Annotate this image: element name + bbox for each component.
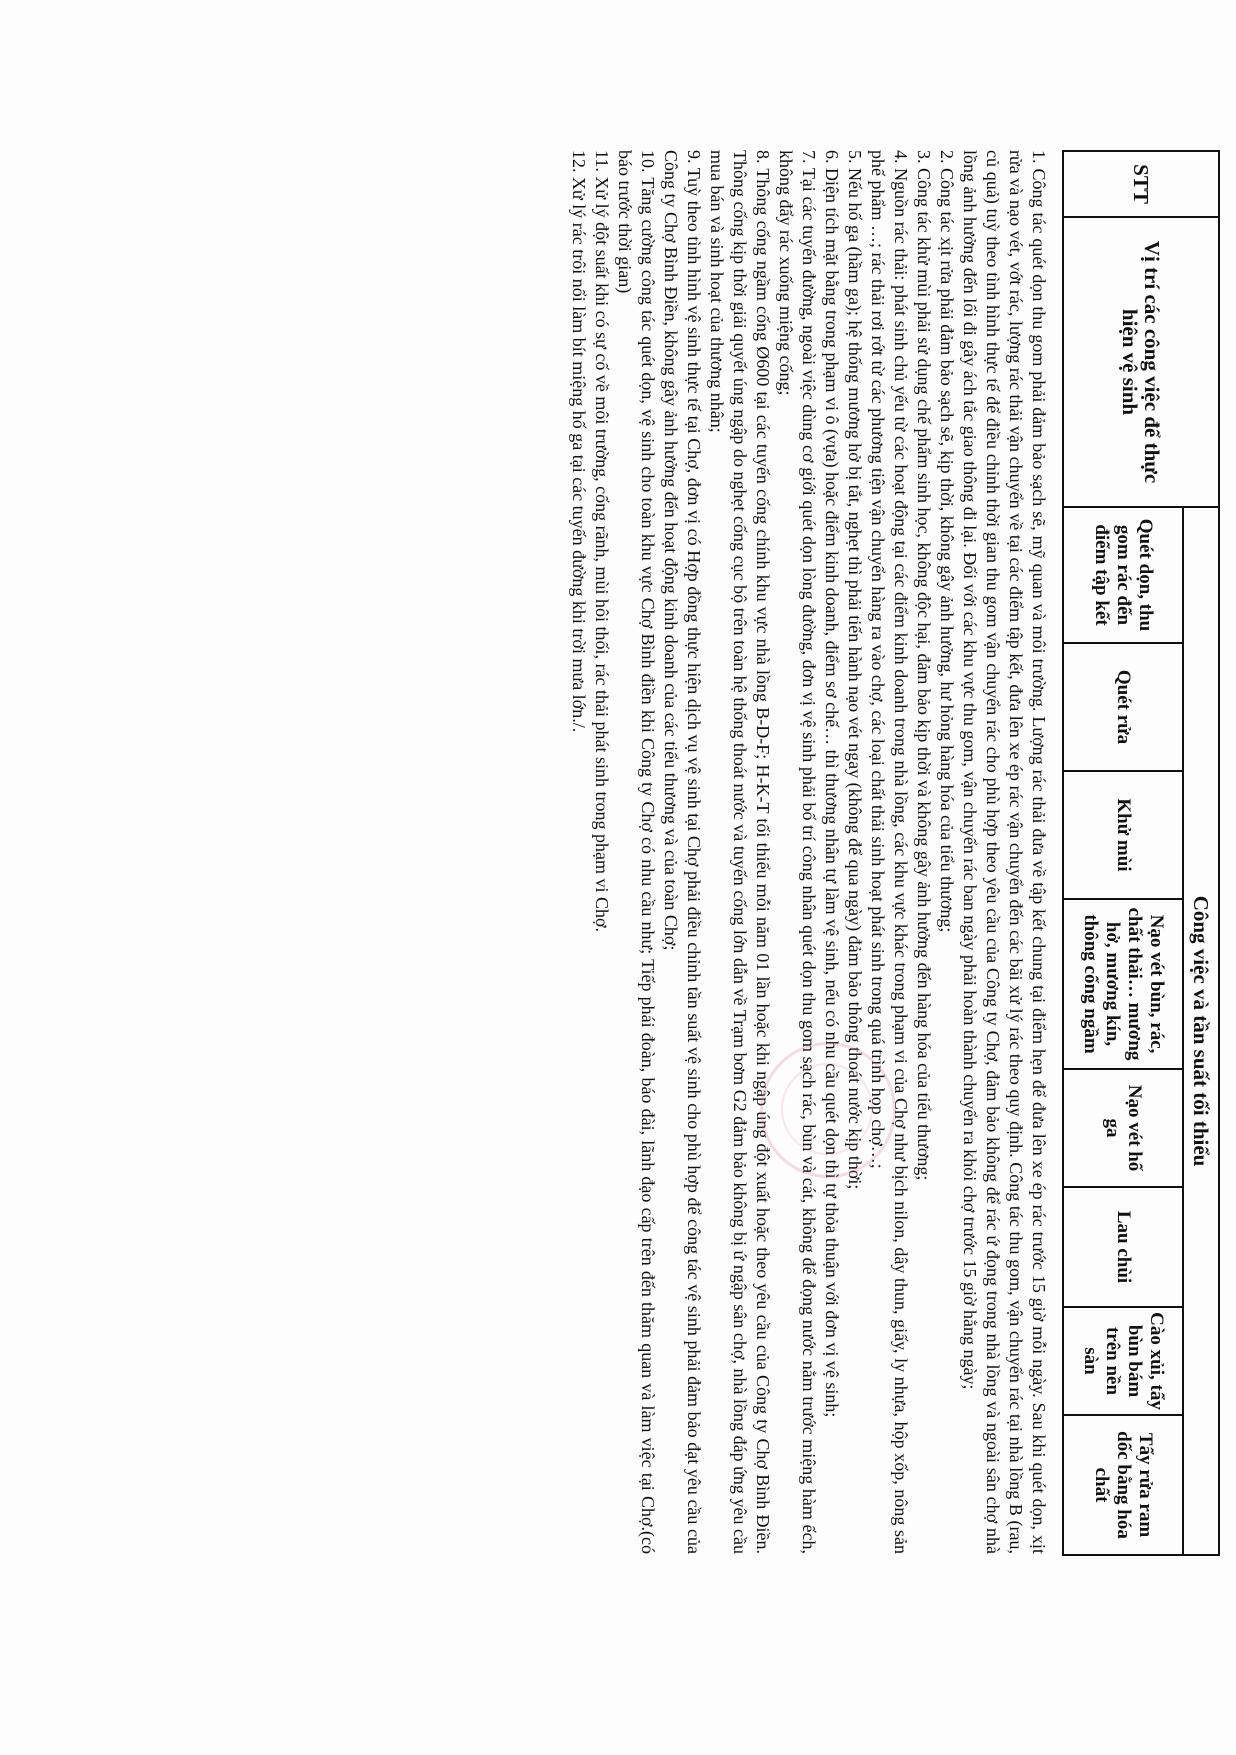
header-stt: STT [1063,151,1219,217]
document-body [567,150,1220,1590]
faint-seal-stamp [760,1042,896,1178]
note-5: 5. Nếu hố ga (hầm ga); hệ thống mương hở bị tắt, nghẹt thì phải tiến hành nạo vét ngay (không để qua ngày) đảm bảo thông thoát nước kịp thời; [845,150,865,1190]
frequency-table [1062,150,1220,1556]
note-9: 9. Tuỳ theo tình hình vệ sinh thực tế tại Chợ, đơn vị có Hợp đồng thực hiện dịch vụ vệ sinh tại Chợ phải điều chỉnh tần suất vệ sinh cho phù hợp để công tác vệ sinh phải đảm bảo đạt yêu cầu của Công ty Chợ Bình Điền, không gây ảnh hưởng đến hoạt động kinh doanh của các tiểu thương và của toàn Chợ; [661,150,704,1554]
note-1: 1. Công tác quét dọn thu gom phải đảm bảo sạch sẽ, mỹ quan và môi trường. Lượng rác thải đưa về tập kết chung tại điểm hẹn để đưa lên xe ép rác trước 15 giờ mỗi ngày. Sau khi quét dọn, xịt rửa và nạo vét, vớt rác, lượng rác thải vận chuyển về tại các điểm tập kết, đưa lên xe ép rác vận chuyển đến các bãi xử lý rác theo quy định. Công tác thu gom, vận chuyển rác tại nhà lồng B (rau, củ quả) tuỳ theo tình hình thực tế để điều chỉnh thời gian thu gom vận chuyển rác cho phù hợp theo yêu cầu của Công ty Chợ, đảm bảo không để rác ứ đọng trong nhà lồng và ngoài sân chợ nhà lồng ảnh hưởng đến lối đi gây ách tắc giao thông đi lại. Đối với các khu vực thu gom, vận chuyển rác ban ngày phải hoàn thành chuyển ra khỏi chợ trước 15 giờ hằng ngày; [960,150,1049,1554]
header-wash: Quét rửa [1063,643,1183,771]
header-wipe: Lau chùi [1063,1187,1183,1307]
note-4: 4. Nguồn rác thải: phát sinh chủ yếu từ các hoạt động tại các điểm kinh doanh trong nhà lồng, các khu vực khác trong phạm vi của Chợ như bịch nilon, dây thun, giấy, ly nhựa, hộp xốp, nông sản phế phẩm …; rác thải rơi rớt từ các phương tiện vận chuyển hàng ra vào chợ, các loại chất thải sinh hoạt phát sinh trong quá trình họp chợ…; [868,150,911,1554]
header-chemical-wash: Tẩy rửa ram dốc bằng hóa chất [1063,1415,1183,1555]
note-7: 7. Tại các tuyến đường, ngoài việc dùng cơ giới quét dọn lòng đường, đơn vị vệ sinh phải bố trí công nhân quét dọn thu gom sạch rác, bùn và cát, không để đọng nước nằm trước miệng hàm ếch, không đẩy rác xuống miệng cống; [776,150,819,1554]
header-scrape: Cào xủi, tẩy bùn bám trên nền sàn [1063,1307,1183,1415]
note-8: 8. Thông cống ngầm cống Ø600 tại các tuyến cống chính khu vực nhà lồng B-D-F; H-K-T tối thiểu mỗi năm 01 lần hoặc khi ngập úng đột xuất hoặc theo yêu cầu của Công ty Chợ Bình Điền. Thông cống kịp thời giải quyết úng ngập do nghẹt cống cục bộ trên toàn hệ thống thoát nước và tuyến cống lớn dẫn về Trạm bơm G2 đảm bảo không bị ứ ngập sân chợ, nhà lồng đáp ứng yêu cầu mua bán và sinh hoạt của thương nhân; [707,150,773,1554]
header-dredge-manhole: Nạo vét hố ga [1063,1069,1183,1187]
header-sweep: Quét dọn, thu gom rác đến điểm tập kết [1063,507,1183,643]
notes-list [567,150,1050,1554]
note-12: 12. Xử lý rác trôi nổi làm bít miệng hố ga tại các tuyến đường khi trời mưa lớn./. [569,150,589,733]
header-dredge-ditch: Nạo vét bùn, rác, chất thải… mương hở, mương kín, thông cống ngầm [1063,899,1183,1069]
note-10: 10. Tăng cường công tác quét dọn, vệ sinh cho toàn khu vực Chợ Bình điền khi Công ty Chợ có nhu cầu như; Tiếp phái đoàn, báo đài, lãnh đạo cấp trên đến thăm quan và làm việc tại Chợ.(có báo trước thời gian) [615,150,658,1554]
note-6: 6. Diện tích mặt bằng trong phạm vi ô (vựa) hoặc điểm kinh doanh, điểm sơ chế… thì thương nhân tự làm vệ sinh, nếu có nhu cầu quét dọn thì tự thỏa thuận với đơn vị vệ sinh; [822,150,842,1418]
header-group: Công việc và tần suất tối thiểu [1183,507,1219,1555]
header-location: Vị trí các công việc để thực hiện vệ sinh [1063,217,1219,507]
header-deodorize: Khử mùi [1063,771,1183,899]
note-2: 2. Công tác xịt rửa phải đảm bảo sạch sẽ, kịp thời, không gây ảnh hưởng, hư hỏng hàng hóa của tiểu thương; [937,150,957,933]
note-11: 11. Xử lý đột suất khi có sự cố về môi trường, cống rãnh, mùi hôi thối, rác thải phát sinh trong phạm vi Chợ. [592,150,612,933]
note-3: 3. Công tác khử mùi phải sử dụng chế phẩm sinh học, không độc hại, đảm bảo kịp thời và không gây ảnh hưởng đến hàng hóa của tiểu thương; [914,150,934,1181]
seal-inner-ring [781,1063,873,1155]
